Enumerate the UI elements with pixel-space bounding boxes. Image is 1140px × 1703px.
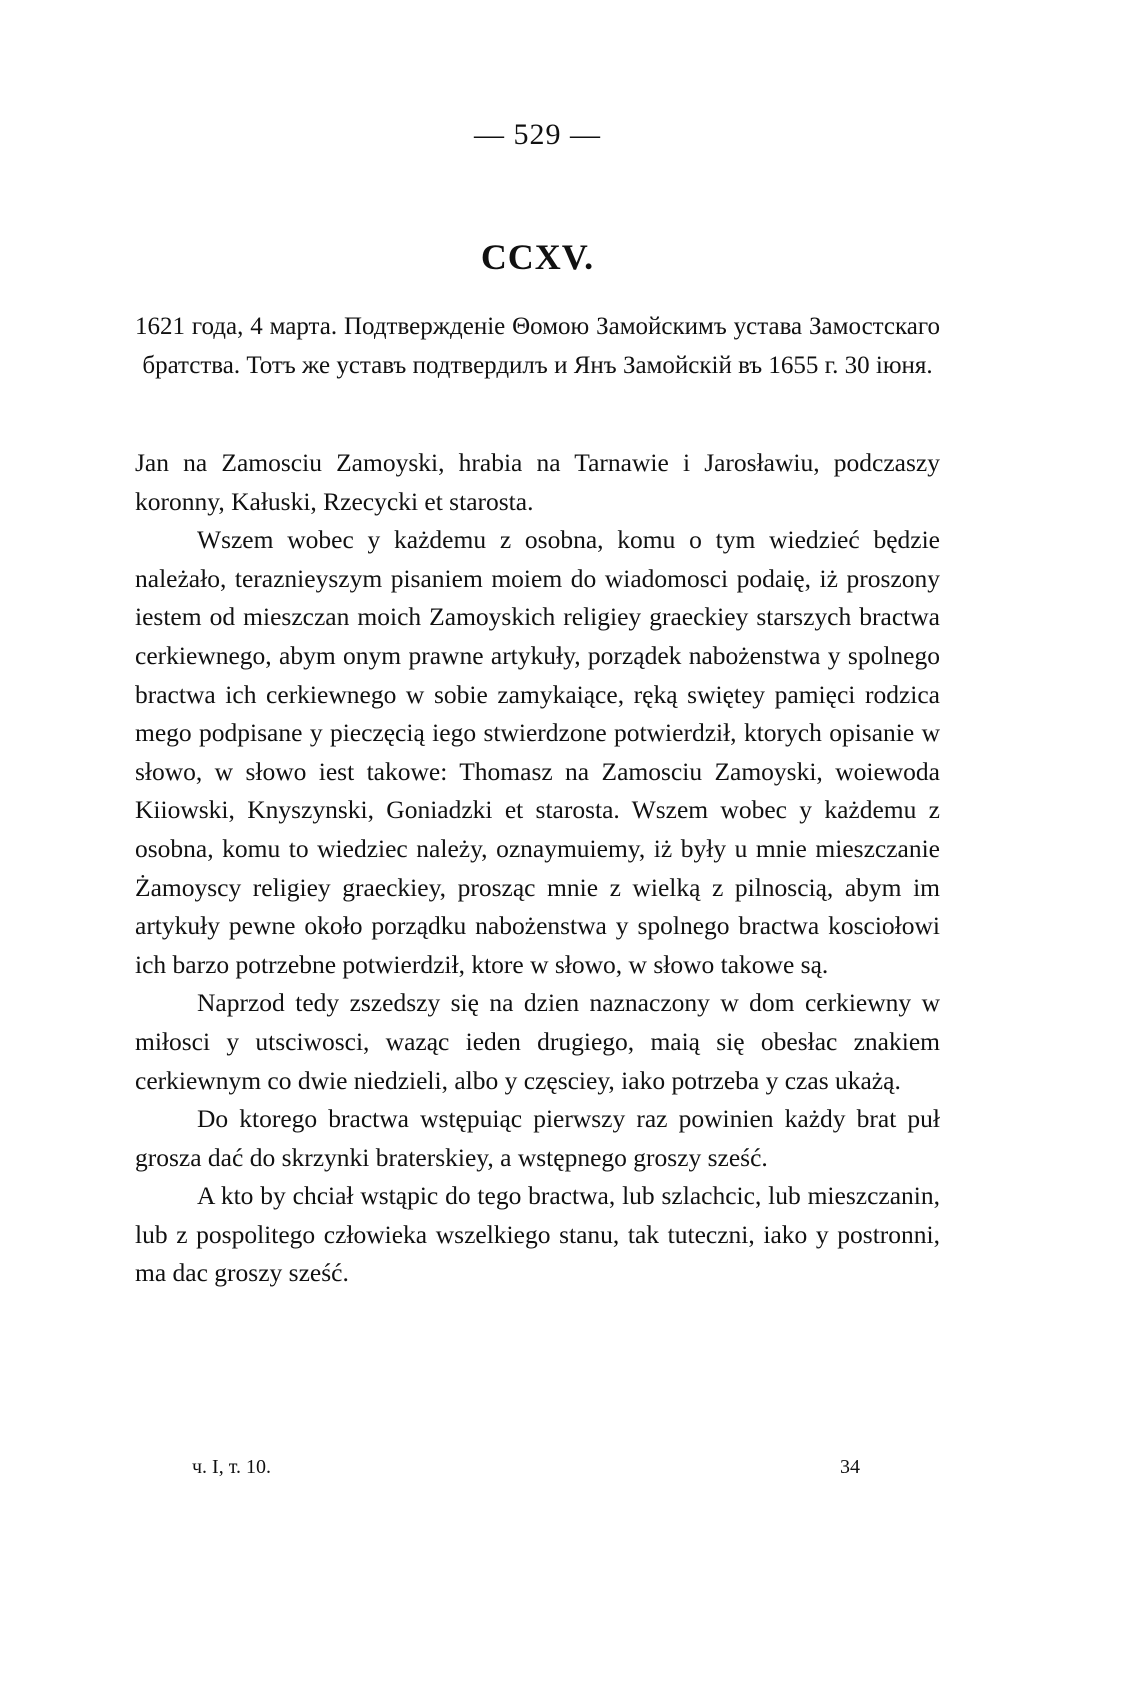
document-number: CCXV. xyxy=(480,237,595,277)
paragraph: Wszem wobec y każdemu z osobna, komu o tym wiedzieć będzie należało, teraznieyszym pisaniem moiem do wiadomosci podaię, iż proszony iestem od mieszczan moich Zamoyskich religiey graeckiey starszych bractwa cerkiewnego, abym onym prawne artykuły, porządek nabożenstwa y spolnego bractwa ich cerkiewnego w sobie zamykaiące, ręką swiętey pamięci rodzica mego podpisane y pieczęcią iego stwierdzone potwierdził, ktorych opisanie w słowo, w słowo iest takowe: Thomasz na Zamosciu Zamoyski, woiewoda Kiiowski, Knyszynski, Goniadzki et starosta. Wszem wobec y każdemu z osobna, komu to wiedziec należy, oznaymuiemy, iż były u mnie mieszczanie Żamoyscy religiey graeckiey, prosząc mnie z wielką z pilnoscią, abym im artykuły pewne około porządku nabożenstwa y spolnego bractwa kosciołowi ich barzo potrzebne potwierdził, ktore w słowo, w słowo takowe są. xyxy=(135,525,940,979)
document-heading: 1621 года, 4 марта. Подтвержденіе Θомою Замойскимъ устава Замостскаго братства. Тотъ же уставъ подтвердилъ и Янъ Замойскій въ 1655 г. 30 іюня. xyxy=(135,313,940,379)
paragraph: Naprzod tedy zszedszy się na dzien naznaczony w dom cerkiewny w miłosci y utsciwosci, waząc ieden drugiego, maią się obesłac znakiem cerkiewnym co dwie niedzieli, albo y częsciey, iako potrzeba y czas ukażą. xyxy=(135,988,940,1095)
sheet-number: 34 xyxy=(840,1456,860,1478)
paragraph: Do ktorego bractwa wstępuiąc pierwszy raz powinien każdy brat puł grosza dać do skrzynki braterskiey, a wstępnego groszy sześć. xyxy=(135,1104,940,1172)
paragraph-title: Jan na Zamosciu Zamoyski, hrabia na Tarnawie i Jarosławiu, podczaszy koronny, Kałuski, Rzecycki et starosta. xyxy=(135,448,940,516)
printer-signature: ч. I, т. 10. xyxy=(192,1456,271,1478)
document-body xyxy=(135,444,940,1293)
page-number: — 529 — xyxy=(474,118,601,151)
paragraph: A kto by chciał wstąpic do tego bractwa, lub szlachcic, lub mieszczanin, lub z pospolitego człowieka wszelkiego stanu, tak tuteczni, iako y postronni, ma dac groszy sześć. xyxy=(135,1181,940,1288)
